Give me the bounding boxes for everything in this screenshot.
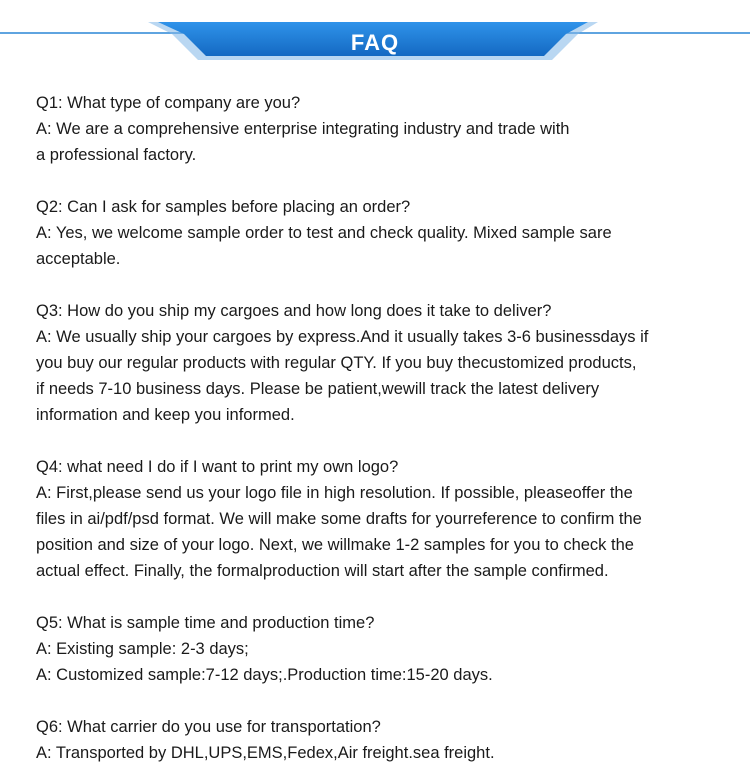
faq-list — [36, 90, 726, 784]
faq-question: Q4: what need I do if I want to print my own logo? — [36, 458, 399, 476]
faq-answer-line: a professional factory. — [36, 146, 197, 164]
faq-question: Q2: Can I ask for samples before placing an order? — [36, 198, 411, 216]
faq-item — [36, 454, 726, 584]
faq-answer-line: if needs 7-10 business days. Please be patient,wewill track the latest delivery — [36, 380, 600, 398]
faq-answer-line: information and keep you informed. — [36, 406, 295, 424]
faq-answer-line: actual effect. Finally, the formalproduction will start after the sample confirmed. — [36, 562, 609, 580]
faq-answer-line: A: We are a comprehensive enterprise integrating industry and trade with — [36, 120, 570, 138]
faq-item — [36, 714, 726, 766]
faq-question: Q3: How do you ship my cargoes and how long does it take to deliver? — [36, 302, 552, 320]
faq-answer-line: files in ai/pdf/psd format. We will make some drafts for yourreference to confirm the — [36, 510, 642, 528]
faq-answer-line: position and size of your logo. Next, we willmake 1-2 samples for you to check the — [36, 536, 634, 554]
faq-answer-line: A: First,please send us your logo file in high resolution. If possible, pleaseoffer the — [36, 484, 633, 502]
faq-question: Q6: What carrier do you use for transportation? — [36, 718, 381, 736]
page-title: FAQ — [350, 30, 400, 55]
faq-item — [36, 610, 726, 688]
faq-answer-line: A: Existing sample: 2-3 days; — [36, 640, 249, 658]
faq-header — [0, 0, 750, 80]
faq-answer-line: A: We usually ship your cargoes by express.And it usually takes 3-6 businessdays if — [36, 328, 649, 346]
faq-question: Q1: What type of company are you? — [36, 94, 301, 112]
faq-answer-line: you buy our regular products with regular QTY. If you buy thecustomized products, — [36, 354, 637, 372]
faq-item — [36, 90, 726, 168]
faq-answer-line: acceptable. — [36, 250, 121, 268]
faq-question: Q5: What is sample time and production time? — [36, 614, 375, 632]
faq-answer-line: A: Customized sample:7-12 days;.Production time:15-20 days. — [36, 666, 493, 684]
faq-item — [36, 298, 726, 428]
faq-item — [36, 194, 726, 272]
faq-answer-line: A: Transported by DHL,UPS,EMS,Fedex,Air freight.sea freight. — [36, 744, 495, 762]
faq-answer-line: A: Yes, we welcome sample order to test and check quality. Mixed sample sare — [36, 224, 612, 242]
